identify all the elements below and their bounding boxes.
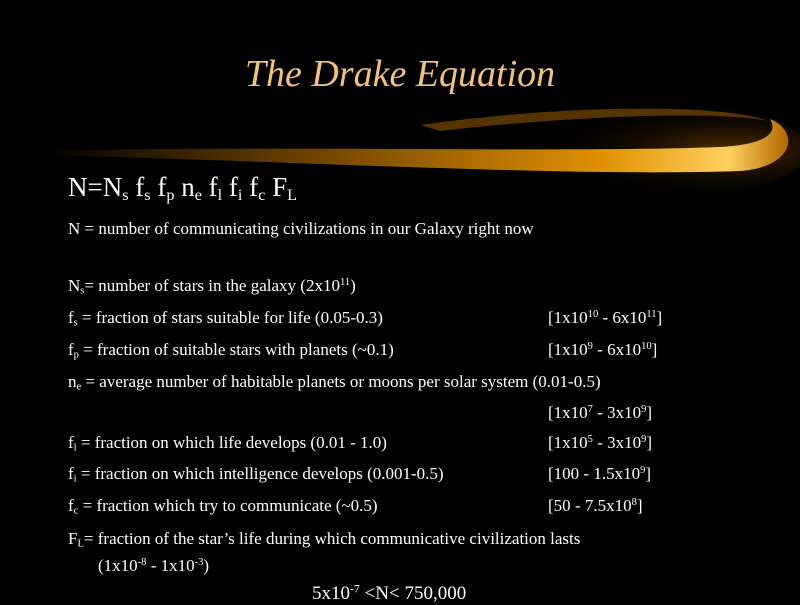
exponent: 5 (587, 434, 593, 446)
range-fl (548, 433, 652, 453)
equation-text: f (201, 172, 218, 202)
range-text: ] (645, 464, 652, 483)
definition-text: = fraction on which life develops (0.01 - 1.0) (76, 433, 387, 452)
symbol: F (68, 529, 78, 548)
exponent: 9 (641, 434, 647, 446)
equation-sub: s (122, 186, 129, 205)
definition-ns (68, 276, 356, 296)
range-fs (548, 308, 662, 328)
definition-text: = fraction on which intelligence develops (0.001-0.5) (76, 464, 444, 483)
exponent: 11 (646, 309, 657, 321)
symbol-sub: i (73, 473, 77, 485)
definition-fl (68, 433, 387, 453)
exponent: 7 (587, 404, 593, 416)
symbol-sub: s (80, 285, 85, 297)
exponent: 10 (587, 309, 599, 321)
symbol: f (68, 464, 74, 483)
range-text: [1x10 (548, 403, 588, 422)
exponent: 9 (640, 465, 646, 477)
symbol-sub: p (73, 349, 79, 361)
symbol: f (68, 496, 74, 515)
exponent: 8 (631, 497, 637, 509)
definition-fp (68, 340, 394, 360)
equation-sub: e (194, 186, 202, 205)
range-text: - 6x10 (592, 340, 642, 359)
exponent: -3 (194, 557, 204, 569)
range-text: [100 - 1.5x10 (548, 464, 641, 483)
definition-fl-lifetime (68, 529, 580, 549)
symbol: N (68, 276, 81, 295)
equation-sub: p (166, 186, 175, 205)
symbol: n (68, 372, 77, 391)
definition-text: = average number of habitable planets or moons per solar system (0.01-0.5) (81, 372, 601, 391)
equation-text: f (242, 172, 259, 202)
exponent: 10 (641, 341, 652, 353)
range-text: ] (636, 496, 643, 515)
range-text: - 3x10 (592, 403, 642, 422)
equation-sub: s (144, 186, 151, 205)
range-text: - 3x10 (592, 433, 642, 452)
definition-text: = fraction of stars suitable for life (0.05-0.3) (77, 308, 383, 327)
symbol-sub: s (73, 317, 78, 329)
exponent: 9 (641, 404, 647, 416)
definition-text: = fraction which try to communicate (~0.5) (78, 496, 378, 515)
definition-n: N = number of communicating civilizations in our Galaxy right now (68, 219, 534, 238)
definition-fs (68, 308, 383, 328)
range-text: [1x10 (548, 308, 588, 327)
exponent: 11 (339, 277, 351, 289)
symbol-sub: c (73, 505, 79, 517)
range-fi (548, 464, 651, 484)
definition-text: = number of stars in the galaxy (2x10 (84, 276, 340, 295)
exponent: -8 (137, 557, 147, 569)
range-text: - 1x10 (146, 556, 195, 575)
range-text: (1x10 (98, 556, 138, 575)
symbol-sub: L (77, 538, 84, 550)
symbol: f (68, 340, 74, 359)
definition-ne (68, 372, 601, 392)
result-text: 5x10 (312, 583, 350, 604)
equation-text: N=N (68, 172, 123, 202)
equation-sub: l (217, 186, 223, 205)
range-text: [1x10 (548, 433, 588, 452)
definition-fi (68, 464, 444, 484)
equation-sub: i (237, 186, 243, 205)
range-text: ] (646, 403, 653, 422)
symbol-sub: e (76, 381, 82, 393)
equation-text: n (174, 172, 195, 202)
definition-text: = fraction of the star’s life during which communicative civilization lasts (83, 529, 581, 548)
definition-text: = fraction of suitable stars with planets (~0.1) (78, 340, 394, 359)
drake-equation (68, 172, 297, 203)
result-range (312, 583, 466, 605)
definition-fc (68, 496, 378, 516)
definition-text: ) (350, 276, 356, 295)
range-text: ] (656, 308, 663, 327)
slide-title: The Drake Equation (244, 53, 556, 95)
range-text: [50 - 7.5x10 (548, 496, 632, 515)
range-text: ] (651, 340, 658, 359)
equation-text: f (150, 172, 167, 202)
range-text: ) (203, 556, 210, 575)
exponent: 9 (587, 341, 593, 353)
equation-sub: c (258, 186, 266, 205)
range-text: ] (646, 433, 653, 452)
definition-fl-lifetime-range (98, 556, 209, 576)
symbol: f (68, 308, 74, 327)
symbol-sub: l (73, 442, 77, 454)
exponent: -7 (350, 582, 360, 596)
equation-text: F (265, 172, 288, 202)
range-fp (548, 340, 657, 360)
range-text: - 6x10 (598, 308, 647, 327)
range-ne (548, 403, 652, 423)
equation-text: f (128, 172, 145, 202)
symbol: f (68, 433, 74, 452)
range-fc (548, 496, 643, 516)
range-text: [1x10 (548, 340, 588, 359)
equation-text: f (222, 172, 238, 202)
equation-sub: L (287, 186, 297, 205)
result-text: <N< 750,000 (359, 583, 467, 604)
